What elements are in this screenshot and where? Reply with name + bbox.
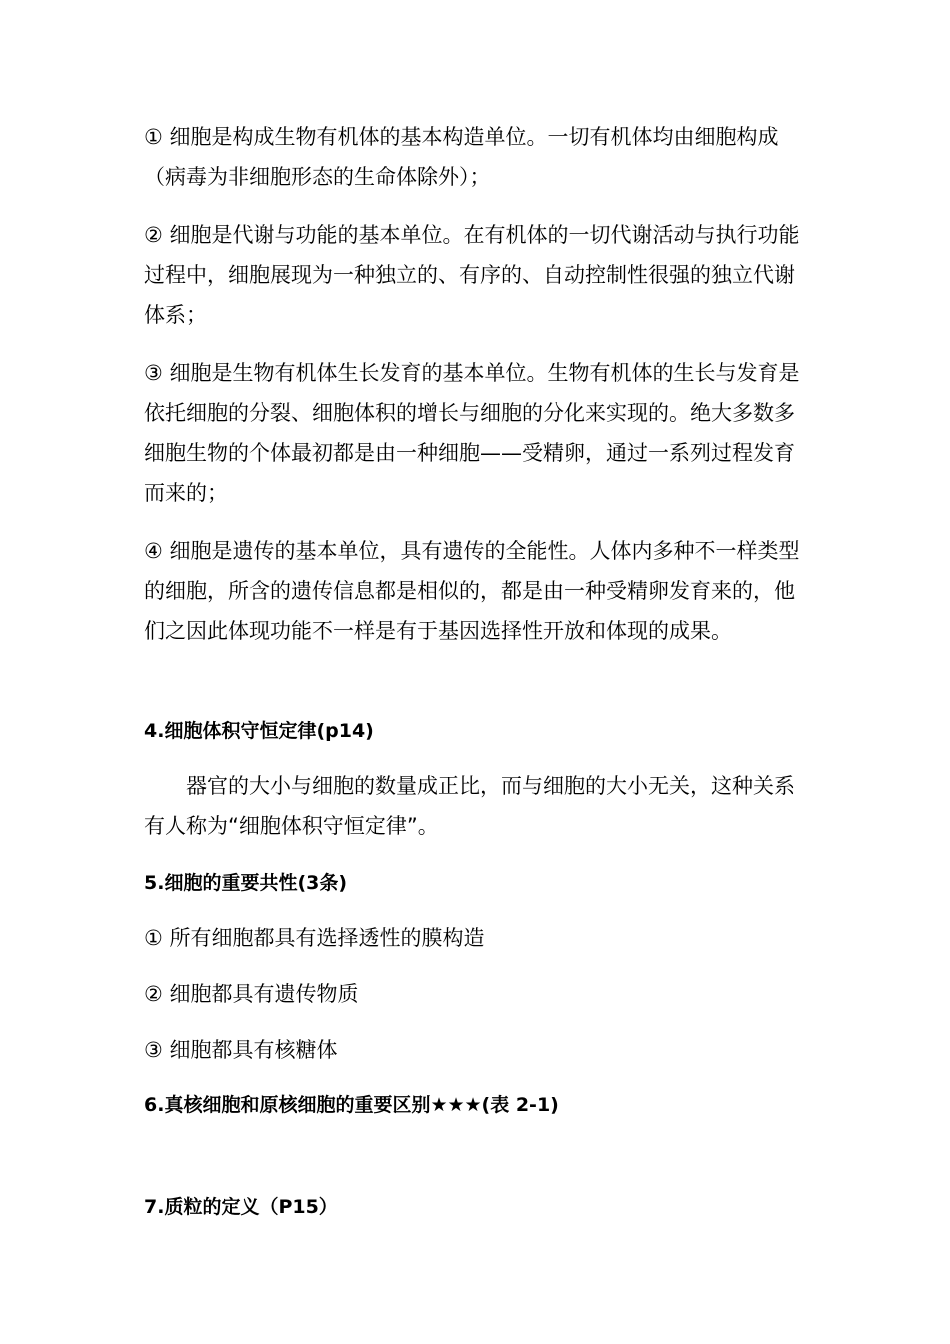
list-item: ① 所有细胞都具有选择透性的膜构造 <box>144 926 485 950</box>
function-paragraph-4: ④ 细胞是遗传的基本单位，具有遗传的全能性。人体内多种不一样类型的细胞，所含的遗传信息都是相似的，都是由一种受精卵发育来的，他们之因此体现功能不一样是有于基因选择性开放和体现的成果。 <box>144 539 800 643</box>
section-4-heading: 4.细胞体积守恒定律(p14) <box>144 720 374 742</box>
list-item: ② 细胞都具有遗传物质 <box>144 982 359 1006</box>
list-item: ③ 细胞都具有核糖体 <box>144 1038 338 1062</box>
function-paragraph-2: ② 细胞是代谢与功能的基本单位。在有机体的一切代谢活动与执行功能过程中，细胞展现为一种独立的、有序的、自动控制性很强的独立代谢体系； <box>144 223 800 327</box>
function-paragraph-3: ③ 细胞是生物有机体生长发育的基本单位。生物有机体的生长与发育是依托细胞的分裂、细胞体积的增长与细胞的分化来实现的。绝大多数多细胞生物的个体最初都是由一种细胞——受精卵，通过一系列过程发育而来的； <box>144 361 800 505</box>
section-6-heading: 6.真核细胞和原核细胞的重要区别★★★(表 2-1) <box>144 1094 559 1116</box>
section-4-body: 器官的大小与细胞的数量成正比，而与细胞的大小无关，这种关系有人称为“细胞体积守恒定律”。 <box>144 774 795 838</box>
section-5-heading: 5.细胞的重要共性(3条) <box>144 872 348 894</box>
section-7-heading: 7.质粒的定义（P15） <box>144 1196 338 1218</box>
function-paragraph-1: ① 细胞是构成生物有机体的基本构造单位。一切有机体均由细胞构成（病毒为非细胞形态的生命体除外）； <box>144 125 779 189</box>
